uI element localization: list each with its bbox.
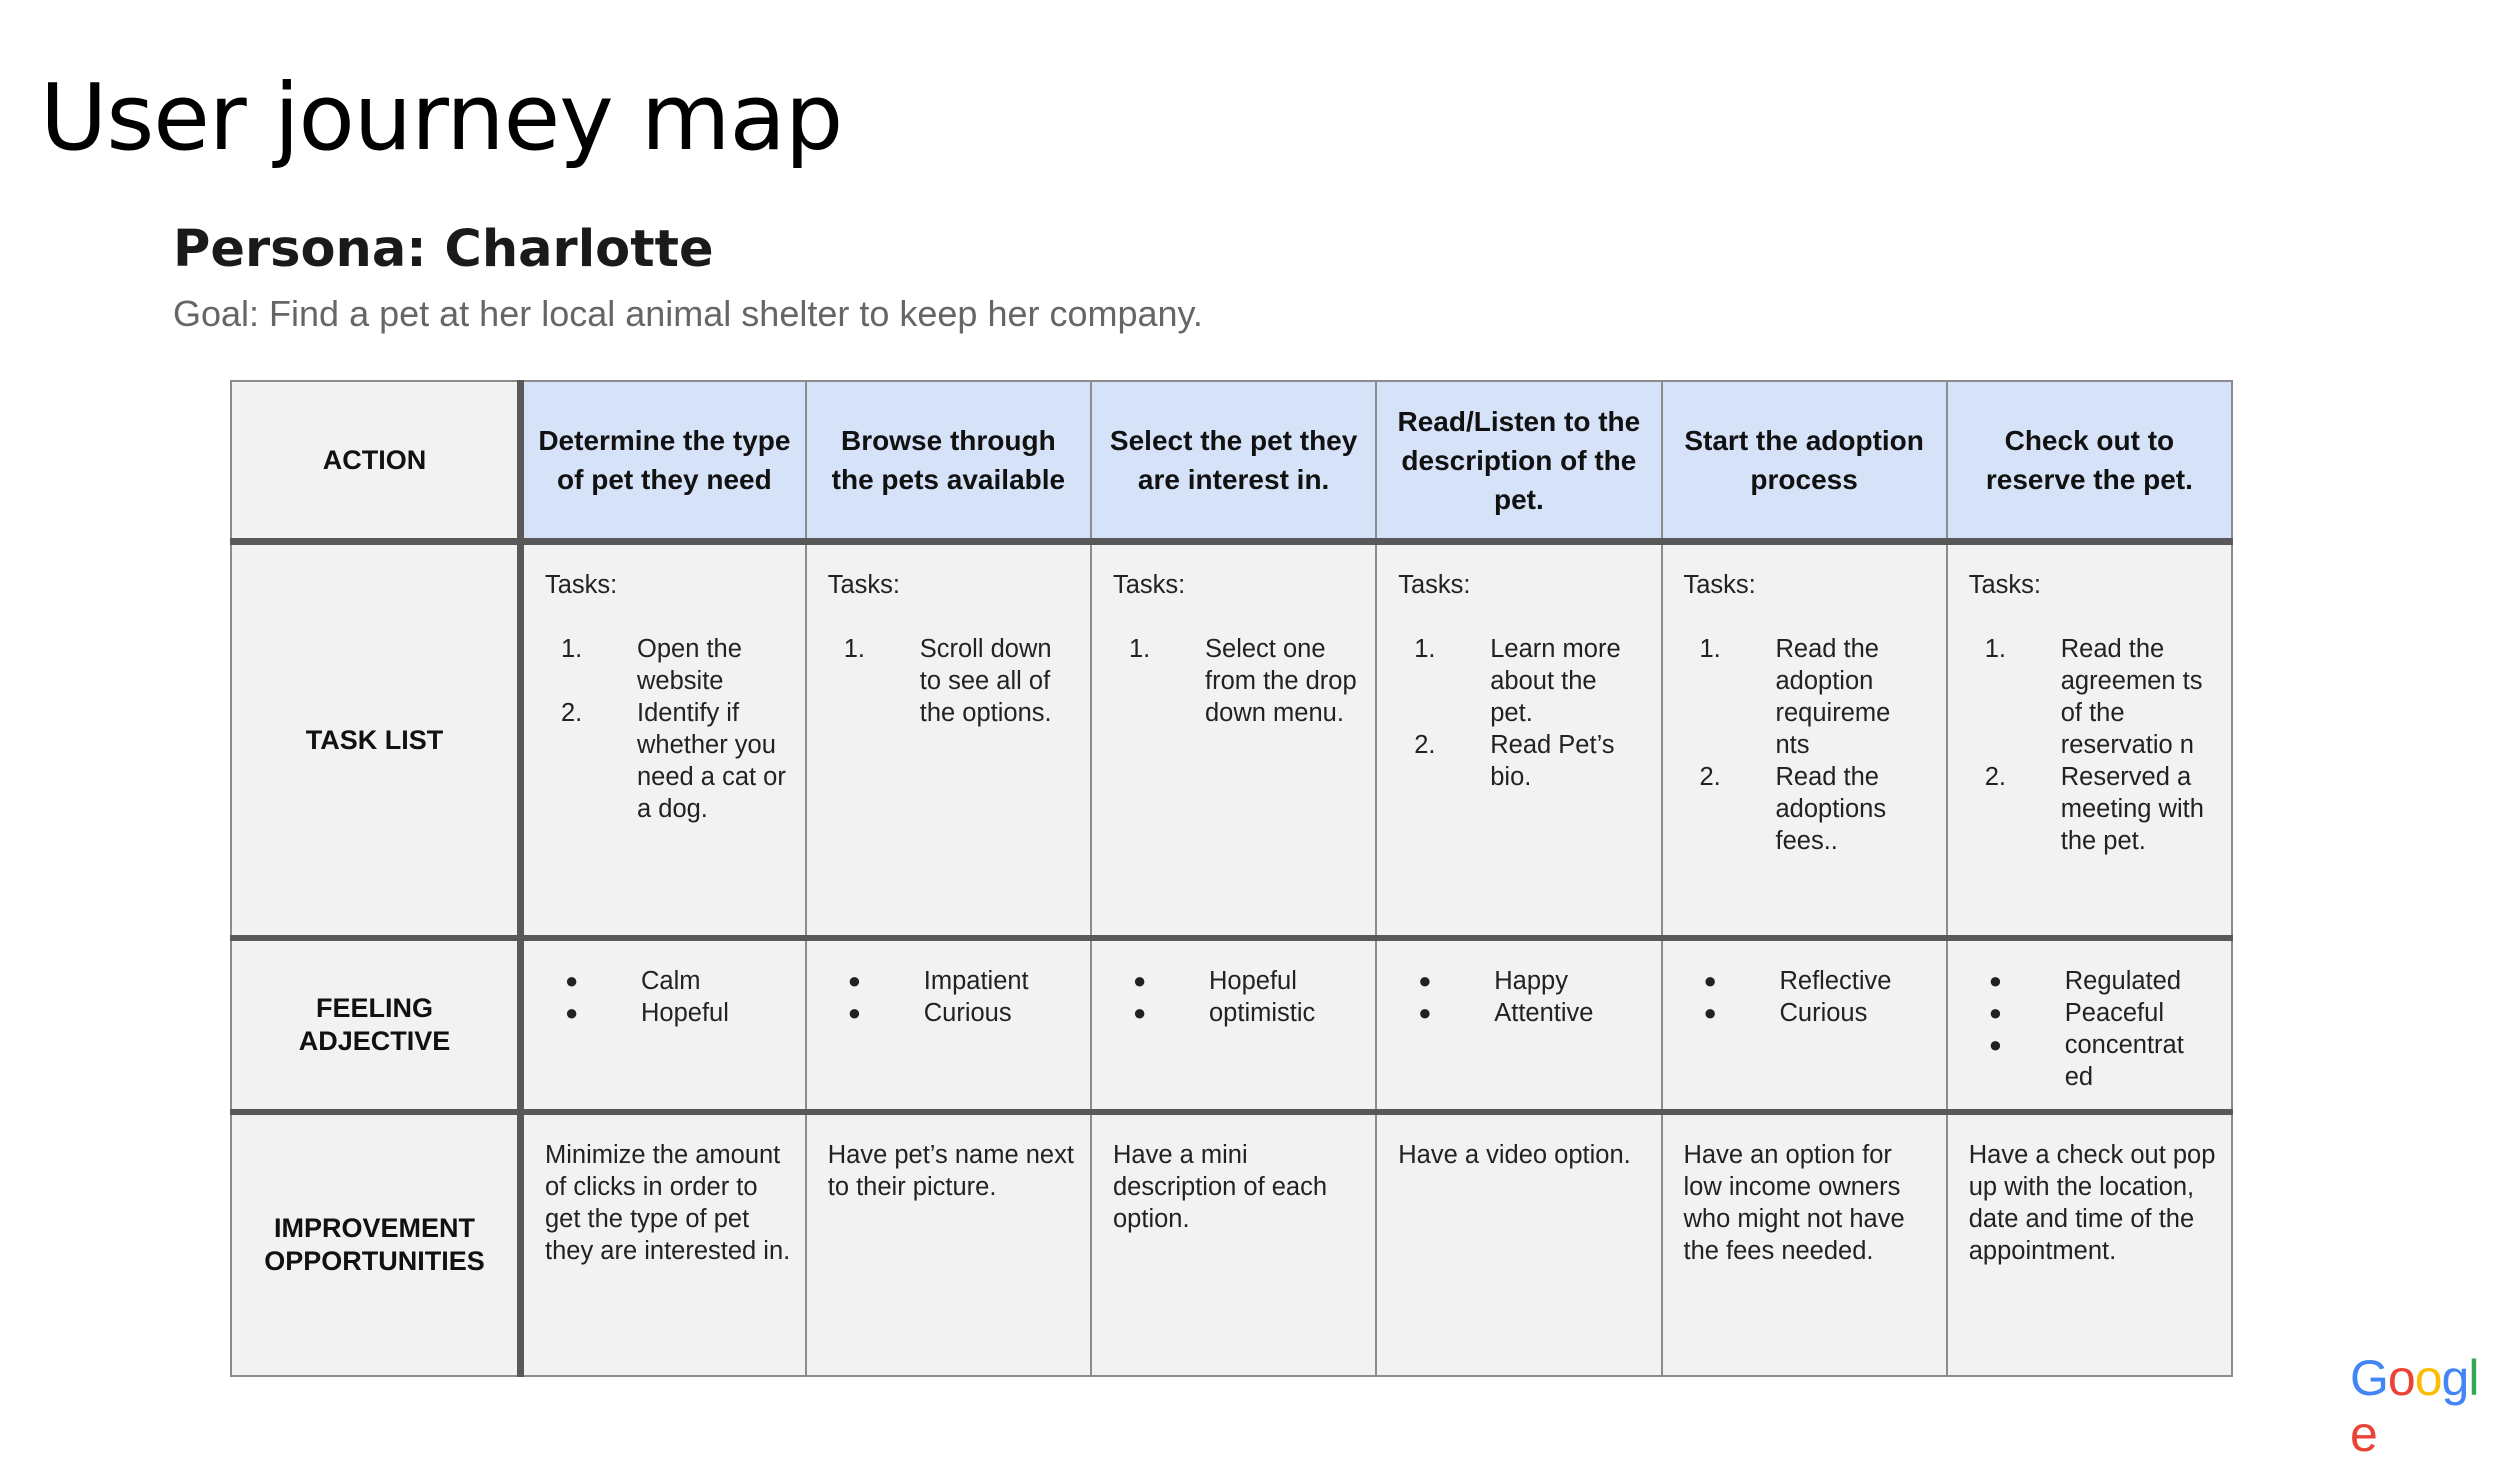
action-cell: Read/Listen to the description of the pet.: [1376, 381, 1661, 542]
action-cell: Determine the type of pet they need: [521, 381, 806, 542]
feeling-text: concentrat ed: [2064, 1031, 2184, 1091]
feeling-header-text: FEELING ADJECTIVE: [298, 993, 451, 1056]
feeling-item: [828, 965, 1072, 997]
task-cell: [1947, 542, 2232, 939]
feeling-text: Attentive: [1494, 999, 1594, 1027]
feeling-text: Hopeful: [641, 999, 729, 1027]
bullet-icon: ●: [1133, 968, 1147, 993]
task-number: 1.: [1699, 635, 1721, 663]
feeling-text: optimistic: [1209, 999, 1316, 1027]
improvement-text: Have an option for low income owners who might not have the fees needed.: [1683, 1141, 1905, 1265]
feeling-item: [545, 965, 787, 997]
feeling-item: [1398, 965, 1642, 997]
task-list: [1969, 633, 2213, 857]
logo-letter: g: [2441, 1350, 2469, 1406]
feeling-item: [545, 997, 787, 1029]
feeling-list: [524, 941, 805, 1029]
task-text: Read the agreemen ts of the reservatio n: [2060, 635, 2203, 759]
logo-letter: G: [2350, 1350, 2388, 1406]
improvement-cell: [1091, 1112, 1376, 1376]
task-number: 1.: [1129, 635, 1151, 663]
action-row: [231, 381, 2232, 542]
tasks-label: Tasks:: [1968, 571, 2042, 599]
improvement-text: Minimize the amount of clicks in order to get the type of pet they are interested in.: [545, 1141, 791, 1265]
task-item: [1398, 633, 1642, 729]
tasks-label: Tasks:: [1113, 571, 1186, 599]
improvement-text: Have a video option.: [1398, 1141, 1631, 1169]
feeling-list: [807, 941, 1090, 1029]
feeling-item: [1969, 1029, 2213, 1093]
task-number: 2.: [1414, 731, 1436, 759]
feeling-text: Peaceful: [2064, 999, 2164, 1027]
task-item: [1684, 633, 1928, 761]
task-list: [1684, 633, 1928, 857]
task-item: [1113, 633, 1357, 729]
bullet-icon: ●: [1418, 1000, 1432, 1025]
feeling-text: Impatient: [923, 967, 1029, 995]
persona-goal: Goal: Find a pet at her local animal shelter to keep her company.: [173, 293, 1203, 334]
task-list: [1398, 633, 1642, 793]
logo-letter: l: [2468, 1350, 2479, 1406]
bullet-icon: ●: [1988, 1000, 2003, 1025]
task-text: Identify if whether you need a cat or a dog.: [637, 699, 786, 823]
logo-letter: o: [2414, 1350, 2442, 1406]
task-number: 2.: [1699, 763, 1721, 791]
improvement-cell: [521, 1112, 806, 1376]
task-text: Read Pet’s bio.: [1490, 731, 1615, 791]
task-list-row: [231, 542, 2232, 939]
slide-title: User journey map: [40, 64, 843, 171]
task-cell: [1376, 542, 1661, 939]
improvement-text: Have pet’s name next to their picture.: [827, 1141, 1074, 1201]
feeling-text: Regulated: [2064, 967, 2182, 995]
persona-heading: Persona: Charlotte: [173, 220, 714, 279]
feeling-item: [1684, 997, 1928, 1029]
task-text: Learn more about the pet.: [1490, 635, 1621, 727]
task-list-row-header: TASK LIST: [231, 542, 521, 939]
bullet-icon: ●: [565, 1000, 579, 1025]
task-cell: [1662, 542, 1947, 939]
bullet-icon: ●: [1988, 1032, 2003, 1057]
improvement-row-header: IMPROVEMENT OPPORTUNITIES: [231, 1112, 521, 1376]
task-list: [1113, 633, 1357, 729]
task-text: Reserved a meeting with the pet.: [2060, 763, 2204, 855]
feeling-text: Calm: [641, 967, 701, 995]
feeling-item: [1684, 965, 1928, 997]
feeling-text: Hopeful: [1209, 967, 1297, 995]
task-number: 2.: [1984, 763, 2007, 791]
tasks-label: Tasks:: [545, 571, 618, 599]
logo-letter: o: [2387, 1350, 2415, 1406]
tasks-label: Tasks:: [1398, 571, 1471, 599]
task-cell: [1091, 542, 1376, 939]
improvement-cell: [1376, 1112, 1661, 1376]
feeling-text: Reflective: [1779, 967, 1892, 995]
feeling-item: [828, 997, 1072, 1029]
feeling-cell: [1091, 938, 1376, 1112]
task-item: [1398, 729, 1642, 793]
task-list: [545, 633, 787, 825]
task-number: 1.: [561, 635, 583, 663]
bullet-icon: ●: [1703, 1000, 1717, 1025]
action-cell: Start the adoption process: [1662, 381, 1947, 542]
bullet-icon: ●: [1133, 1000, 1147, 1025]
improvement-cell: [1947, 1112, 2232, 1376]
action-cell: Select the pet they are interest in.: [1091, 381, 1376, 542]
task-cell: [521, 542, 806, 939]
feeling-row-header: [231, 938, 521, 1112]
task-text: Read the adoptions fees..: [1775, 763, 1887, 855]
action-cell: Browse through the pets available: [806, 381, 1091, 542]
task-number: 1.: [1984, 635, 2007, 663]
tasks-label: Tasks:: [1683, 571, 1756, 599]
task-cell: [806, 542, 1091, 939]
feeling-list: [1663, 941, 1946, 1029]
feeling-cell: [1947, 938, 2232, 1112]
feeling-list: [1092, 941, 1375, 1029]
feeling-item: [1969, 965, 2213, 997]
journey-map-table: [230, 380, 2233, 1377]
task-item: [1684, 761, 1928, 857]
bullet-icon: ●: [847, 1000, 862, 1025]
task-text: Select one from the drop down menu.: [1205, 635, 1357, 727]
bullet-icon: ●: [1418, 968, 1432, 993]
feeling-list: [1948, 941, 2231, 1093]
task-number: 1.: [843, 635, 866, 663]
task-text: Open the website: [637, 635, 742, 695]
improvement-cell: [806, 1112, 1091, 1376]
feeling-cell: [1376, 938, 1661, 1112]
task-item: [545, 697, 787, 825]
feeling-row: [231, 938, 2232, 1112]
improvement-row: [231, 1112, 2232, 1376]
action-cell: Check out to reserve the pet.: [1947, 381, 2232, 542]
feeling-item: [1113, 997, 1357, 1029]
improvement-text: Have a check out pop up with the location, date and time of the appointment.: [1968, 1141, 2216, 1265]
task-number: 2.: [561, 699, 583, 727]
tasks-label: Tasks:: [827, 571, 901, 599]
feeling-cell: [806, 938, 1091, 1112]
feeling-cell: [1662, 938, 1947, 1112]
feeling-item: [1398, 997, 1642, 1029]
improvement-text: Have a mini description of each option.: [1113, 1141, 1328, 1233]
feeling-cell: [521, 938, 806, 1112]
task-text: Read the adoption requireme nts: [1775, 635, 1891, 759]
bullet-icon: ●: [565, 968, 579, 993]
feeling-text: Happy: [1494, 967, 1568, 995]
google-logo: [2350, 1350, 2500, 1462]
action-row-header: ACTION: [231, 381, 521, 542]
task-list: [828, 633, 1072, 729]
feeling-text: Curious: [1779, 999, 1868, 1027]
task-item: [828, 633, 1072, 729]
feeling-item: [1113, 965, 1357, 997]
feeling-text: Curious: [923, 999, 1012, 1027]
feeling-list: [1377, 941, 1660, 1029]
bullet-icon: ●: [1703, 968, 1717, 993]
task-item: [1969, 633, 2213, 761]
feeling-item: [1969, 997, 2213, 1029]
task-number: 1.: [1414, 635, 1436, 663]
bullet-icon: ●: [847, 968, 862, 993]
bullet-icon: ●: [1988, 968, 2003, 993]
task-item: [545, 633, 787, 697]
task-text: Scroll down to see all of the options.: [919, 635, 1052, 727]
task-item: [1969, 761, 2213, 857]
improvement-cell: [1662, 1112, 1947, 1376]
logo-letter: e: [2350, 1406, 2377, 1462]
